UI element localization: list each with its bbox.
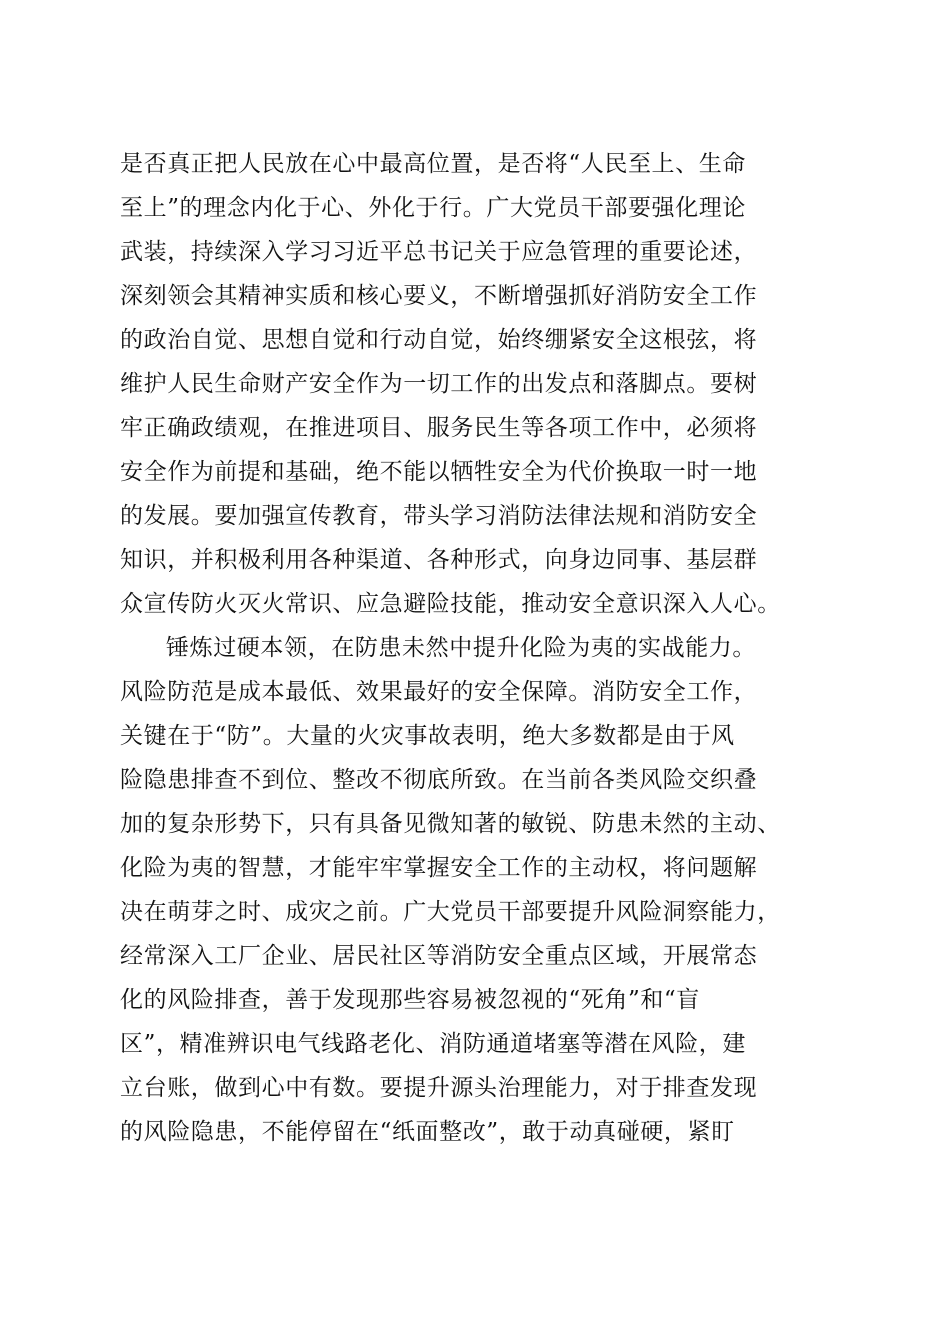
text-line: 是否真正把人民放在心中最高位置，是否将“人民至上、生命 — [120, 151, 746, 177]
text-line: 维护人民生命财产安全作为一切工作的出发点和落脚点。要树 — [120, 371, 758, 397]
text-line: 区”，精准辨识电气线路老化、消防通道堵塞等潜在风险，建 — [120, 1031, 746, 1057]
text-line: 牢正确政绩观，在推进项目、服务民生等各项工作中，必须将 — [120, 415, 758, 441]
paragraph-heading-line: 锤炼过硬本领，在防患未然中提升化险为夷的实战能力。 — [166, 635, 756, 661]
text-line: 加的复杂形势下，只有具备见微知著的敏锐、防患未然的主动、 — [120, 811, 781, 837]
text-line: 至上”的理念内化于心、外化于行。广大党员干部要强化理论 — [120, 195, 746, 221]
text-line: 众宣传防火灭火常识、应急避险技能，推动安全意识深入人心。 — [120, 591, 781, 617]
body-text — [120, 142, 840, 1154]
text-line: 知识，并积极利用各种渠道、各种形式，向身边同事、基层群 — [120, 547, 758, 573]
text-line: 风险防范是成本最低、效果最好的安全保障。消防安全工作， — [120, 679, 758, 705]
text-line: 武装，持续深入学习习近平总书记关于应急管理的重要论述， — [120, 239, 758, 265]
text-line: 决在萌芽之时、成灾之前。广大党员干部要提升风险洞察能力， — [120, 899, 781, 925]
text-line: 的政治自觉、思想自觉和行动自觉，始终绷紧安全这根弦，将 — [120, 327, 758, 353]
text-line: 化险为夷的智慧，才能牢牢掌握安全工作的主动权，将问题解 — [120, 855, 758, 881]
text-line: 险隐患排查不到位、整改不彻底所致。在当前各类风险交织叠 — [120, 767, 758, 793]
text-line: 关键在于“防”。大量的火灾事故表明，绝大多数都是由于风 — [120, 723, 735, 749]
text-line: 经常深入工厂企业、居民社区等消防安全重点区域，开展常态 — [120, 943, 758, 969]
text-line: 化的风险排查，善于发现那些容易被忽视的“死角”和“盲 — [120, 987, 700, 1013]
text-line: 立台账，做到心中有数。要提升源头治理能力，对于排查发现 — [120, 1075, 758, 1101]
text-line: 深刻领会其精神实质和核心要义，不断增强抓好消防安全工作 — [120, 283, 758, 309]
text-line: 的风险隐患，不能停留在“纸面整改”，敢于动真碰硬，紧盯 — [120, 1119, 735, 1145]
text-line: 的发展。要加强宣传教育，带头学习消防法律法规和消防安全 — [120, 503, 758, 529]
text-line: 安全作为前提和基础，绝不能以牺牲安全为代价换取一时一地 — [120, 459, 758, 485]
